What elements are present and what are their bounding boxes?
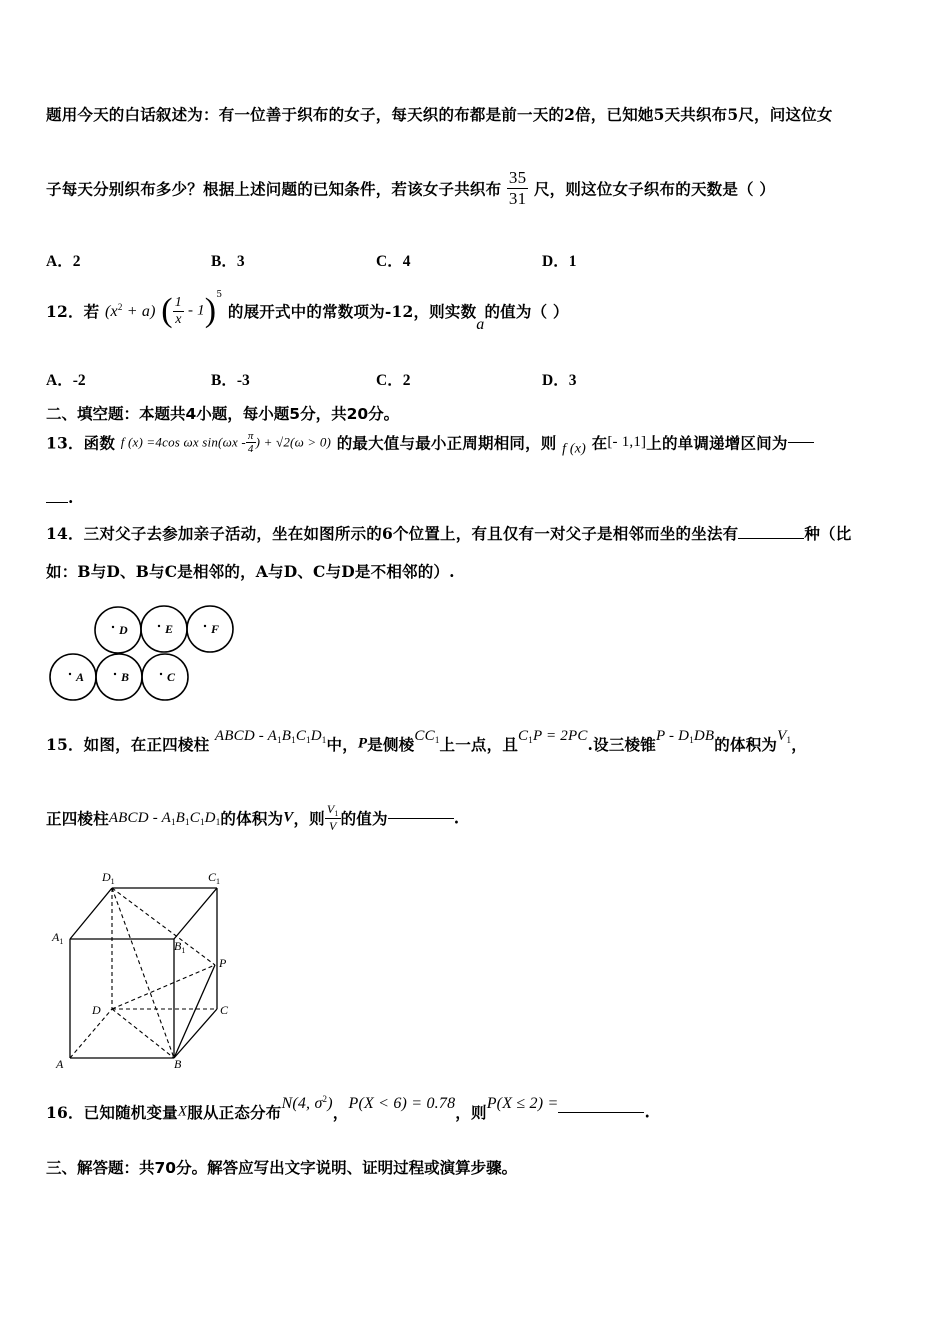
q16-dist-end: ) xyxy=(327,1095,333,1112)
q16-prob: P(X < 6) = 0.78 xyxy=(348,1095,456,1112)
fig-label-d: D xyxy=(92,1003,101,1017)
q16-dist-sup: 2 xyxy=(322,1094,328,1104)
fig-label-b1: $B_1$ xyxy=(174,939,186,955)
q16-dist-a: N(4, σ xyxy=(281,1095,323,1112)
fig-label-b: B xyxy=(174,1057,182,1071)
fig-label-c1: $C_1$ xyxy=(208,870,221,886)
q12-line xyxy=(46,290,569,340)
q16-dist xyxy=(281,1095,332,1112)
q13-frac-den: 4 xyxy=(247,443,254,455)
q15-text-c: 上一点，且 xyxy=(439,735,519,754)
q13-fraction xyxy=(246,430,256,455)
fig-label-d1: $D_1$ xyxy=(102,870,115,886)
q12-number: 12．若 xyxy=(46,302,100,321)
q12-power: 5 xyxy=(216,290,223,300)
q14-line2: 如：B与D、B与C是相邻的，A与D、C与D是不相邻的）. xyxy=(46,562,455,581)
q13-answer-blank-1 xyxy=(788,442,814,443)
q15-v: V xyxy=(283,809,294,826)
q12-text-b: 的值为（ ） xyxy=(484,302,569,321)
q15-prism-sub-3: 1 xyxy=(306,735,311,745)
q15-text-a: 中， xyxy=(326,735,358,754)
q12-text-a: 的展开式中的常数项为-12，则实数 xyxy=(227,302,477,321)
seat-c xyxy=(142,654,188,700)
q16-question: P(X ≤ 2) = xyxy=(486,1095,559,1112)
q15-pyr-b: DB xyxy=(693,728,715,744)
q12-expr-c: - 1 xyxy=(184,302,205,319)
seat-label-d: D xyxy=(119,623,128,637)
q12-option-d: D．3 xyxy=(542,372,577,389)
fig-label-p: P xyxy=(219,956,227,970)
q16-answer-blank xyxy=(558,1112,644,1113)
q15-line2-d: 的值为 xyxy=(340,809,388,828)
q13-func-b: ) + √2(ω > 0) xyxy=(255,434,332,450)
q12-option-c: C．2 xyxy=(376,372,411,389)
fig-label-c: C xyxy=(220,1003,229,1017)
q12-expr-a xyxy=(105,303,156,320)
q16-line xyxy=(46,1094,650,1130)
q15-cond: $C_1P = 2PC$ xyxy=(518,728,588,745)
q14-text-b: 种（比 xyxy=(804,524,852,543)
seat-label-c: C xyxy=(167,670,176,684)
q15-cond-b: P = 2PC xyxy=(532,728,588,744)
q12-expr-a-sup: 2 xyxy=(117,301,123,312)
q13-number: 13．函数 xyxy=(46,433,116,453)
q13-fx: f (x) xyxy=(562,441,587,457)
q11-option-a: A．2 xyxy=(46,253,81,270)
q15-p: P xyxy=(357,735,368,752)
q15-text-d: .设三棱锥 xyxy=(587,735,656,754)
q16-number: 16．已知随机变量 xyxy=(46,1103,178,1122)
section-3-heading: 三、解答题：共70分。解答应写出文字说明、证明过程或演算步骤。 xyxy=(46,1159,518,1177)
q15-pyramid: P - $D_1DB$ xyxy=(655,728,715,745)
seat-b xyxy=(96,654,142,700)
q15-v1-text: V xyxy=(777,728,787,744)
q16-x: X xyxy=(177,1103,188,1120)
q12-paren-close: ) xyxy=(204,292,217,329)
q15-prism-2: ABCD - $A_1B_1C_1D_1$ xyxy=(108,809,221,827)
q15-ratio: $\frac{V_1}{V}$ xyxy=(326,802,339,833)
q14-line1 xyxy=(46,522,851,544)
q11-option-d: D．1 xyxy=(542,253,577,270)
q13-text-a: 的最大值与最小正周期相同，则 xyxy=(336,433,557,453)
q15-line2-a: 正四棱柱 xyxy=(46,809,109,828)
q15-line2-c: ，则 xyxy=(293,809,325,828)
q13-interval: [- 1,1] xyxy=(607,434,647,450)
section-2-heading: 二、填空题：本题共4小题，每小题5分，共20分。 xyxy=(46,405,400,423)
q12-expr-a-text: (x xyxy=(104,302,118,320)
q14-text-a: 14．三对父子去参加亲子活动，坐在如图所示的6个位置上，有且仅有一对父子是相邻而坐的坐法有 xyxy=(46,524,739,543)
q15-end: . xyxy=(453,808,460,828)
seat-d xyxy=(95,607,141,653)
q13-func-a: f (x) =4cos ωx sin(ωx - xyxy=(120,434,246,450)
q15-prism-sub-1: 1 xyxy=(277,735,282,745)
q13-text-c: 上的单调递增区间为 xyxy=(646,433,788,453)
q15-v1: $V_1$ xyxy=(777,728,792,745)
q12-expr-b: + a) xyxy=(122,302,156,320)
q15-cond-a: C xyxy=(518,728,529,744)
q11-line2-b: 尺，则这位女子织布的天数是（ ） xyxy=(533,179,776,199)
q13-line xyxy=(46,430,814,470)
q12-paren-open: ( xyxy=(161,292,173,329)
q11-option-c: C．4 xyxy=(376,253,411,270)
q15-cc-text: CC xyxy=(414,728,435,744)
q14-answer-blank xyxy=(738,538,804,539)
fig-label-a1: $A_1$ xyxy=(52,930,64,946)
q11-fraction xyxy=(507,168,528,209)
q16-comma: ， xyxy=(332,1103,349,1122)
seat-f xyxy=(187,606,233,652)
q15-number: 15．如图，在正四棱柱 xyxy=(46,735,210,754)
q12-option-b: B．-3 xyxy=(211,372,250,389)
q13-frac-num: π xyxy=(247,430,254,442)
q12-frac-num: 1 xyxy=(174,294,182,310)
seat-a xyxy=(50,654,96,700)
q16-text-a: 服从正态分布 xyxy=(187,1103,282,1122)
seat-e xyxy=(141,606,187,652)
q13-text-b: 在 xyxy=(591,433,608,453)
q15-prism-sub-4: 1 xyxy=(321,735,327,745)
q15-line2-b: 的体积为 xyxy=(220,809,284,828)
seat-label-b: B xyxy=(121,670,130,684)
q11-line2 xyxy=(46,168,775,216)
q15-answer-blank xyxy=(388,818,454,819)
q13-line2 xyxy=(46,488,74,507)
q14-seating-figure xyxy=(46,600,246,704)
q13-end: . xyxy=(68,488,74,507)
q12-frac-den: x xyxy=(175,311,182,327)
seat-label-a: A xyxy=(76,670,85,684)
q12-fraction xyxy=(173,295,184,328)
q11-line1: 题用今天的白话叙述为：有一位善于织布的女子，每天织的布都是前一天的2倍，已知她5天共织布5尺，问这位女 xyxy=(46,105,833,124)
q15-prism-a: ABCD - A xyxy=(214,728,278,744)
seat-label-e: E xyxy=(165,622,174,636)
seat-label-f: F xyxy=(211,622,220,636)
q12-var-a: a xyxy=(476,316,485,333)
q15-prism: ABCD - $A_1B_1C_1D_1$ xyxy=(214,728,327,745)
q16-end: . xyxy=(644,1102,651,1122)
q11-option-b: B．3 xyxy=(211,253,245,270)
q15-pyr-a: P - D xyxy=(655,728,690,744)
q15-cc: $CC_1$ xyxy=(414,728,440,745)
q15-comma: ， xyxy=(791,735,807,754)
q15-line1 xyxy=(46,728,807,770)
fig-label-a: A xyxy=(56,1057,64,1071)
q13-answer-blank-2 xyxy=(46,502,68,503)
q15-text-e: 的体积为 xyxy=(714,735,778,754)
q15-text-b: 是侧棱 xyxy=(367,735,415,754)
q15-line2 xyxy=(46,802,459,844)
q16-text-b: ，则 xyxy=(455,1103,487,1122)
q11-frac-num: 35 xyxy=(508,168,527,187)
q11-line2-a: 子每天分别织布多少？根据上述问题的已知条件，若该女子共织布 xyxy=(46,179,502,199)
q11-frac-den: 31 xyxy=(508,189,527,208)
q12-option-a: A．-2 xyxy=(46,372,86,389)
q15-prism-sub-2: 1 xyxy=(291,735,296,745)
q15-prism-figure xyxy=(46,864,246,1074)
